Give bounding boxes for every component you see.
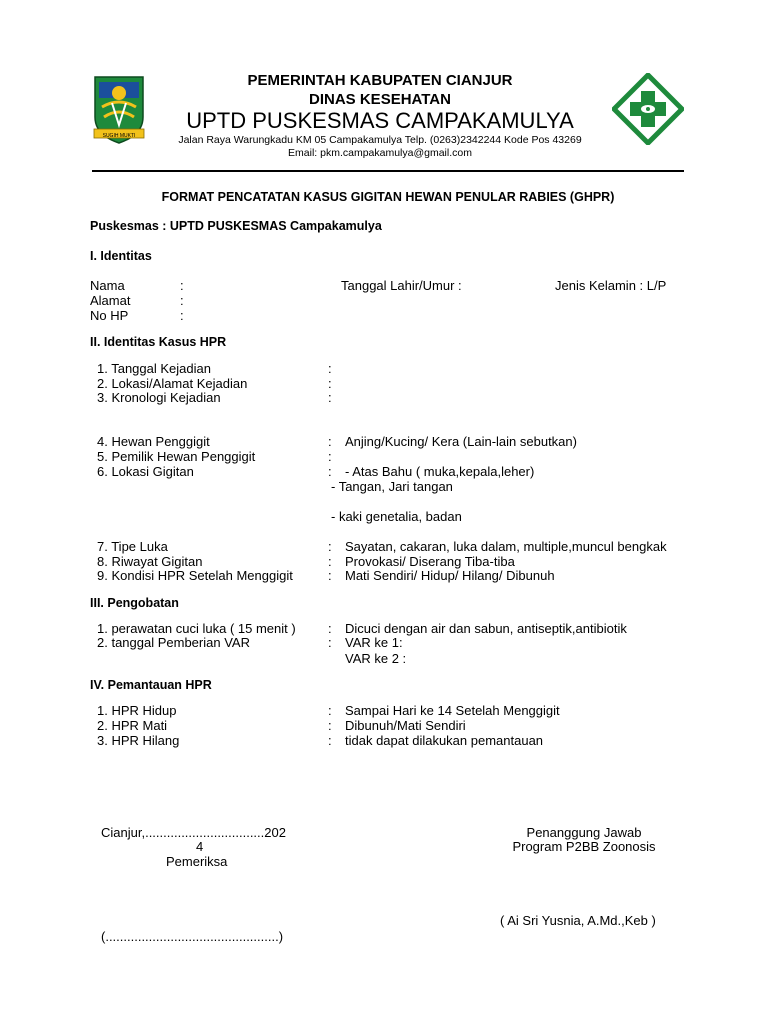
value-hpr-hilang: tidak dapat dilakukan pemantauan xyxy=(345,733,544,748)
signature-place-date: Cianjur,.................................202 xyxy=(101,825,286,840)
dept-heading: DINAS KESEHATAN xyxy=(309,91,451,108)
list-item: 2. tanggal Pemberian VAR xyxy=(97,635,250,650)
form-title: FORMAT PENCATATAN KASUS GIGITAN HEWAN PENULAR RABIES (GHPR) xyxy=(161,190,615,204)
value-kondisi: Mati Sendiri/ Hidup/ Hilang/ Dibunuh xyxy=(345,568,555,583)
field-colon: : xyxy=(180,308,184,323)
email-line: Email: pkm.campakamulya@gmail.com xyxy=(288,147,472,159)
list-item: 9. Kondisi HPR Setelah Menggigit xyxy=(97,568,293,583)
value-var-2: VAR ke 2 : xyxy=(345,651,407,666)
list-item: 3. HPR Hilang xyxy=(97,733,180,748)
value-var-1: VAR ke 1: xyxy=(345,635,403,650)
field-colon: : xyxy=(328,361,332,376)
list-item: 4. Hewan Penggigit xyxy=(97,434,210,449)
field-colon: : xyxy=(328,635,332,650)
value-hpr-hidup: Sampai Hari ke 14 Setelah Menggigit xyxy=(345,703,560,718)
section-identitas-heading: I. Identitas xyxy=(90,249,152,263)
institution-title: UPTD PUSKESMAS CAMPAKAMULYA xyxy=(186,108,574,133)
field-colon: : xyxy=(328,554,332,569)
list-item: 2. HPR Mati xyxy=(97,718,168,733)
value-riwayat: Provokasi/ Diserang Tiba-tiba xyxy=(345,554,515,569)
header-divider xyxy=(92,170,684,172)
signature-examiner-title: Pemeriksa xyxy=(166,854,228,869)
address-line: Jalan Raya Warungkadu KM 05 Campakamulya Telp. (0263)2342244 Kode Pos 43269 xyxy=(178,134,582,146)
field-label-jenis-kelamin: Jenis Kelamin : L/P xyxy=(555,278,667,293)
signature-responsible-title: Penanggung Jawab xyxy=(526,825,642,840)
value-lokasi-kaki: - kaki genetalia, badan xyxy=(331,509,462,524)
value-lokasi-tangan: - Tangan, Jari tangan xyxy=(331,479,453,494)
field-label-nama: Nama xyxy=(90,278,125,293)
field-label-alamat: Alamat xyxy=(90,293,131,308)
puskesmas-logo xyxy=(612,73,684,145)
field-colon: : xyxy=(328,539,332,554)
field-colon: : xyxy=(328,434,332,449)
list-item: 5. Pemilik Hewan Penggigit xyxy=(97,449,256,464)
signature-examiner-line: (................................................) xyxy=(101,929,284,944)
field-colon: : xyxy=(328,718,332,733)
field-label-tanggal-lahir: Tanggal Lahir/Umur : xyxy=(341,278,462,293)
logo-ribbon-text: SUGIH MUKTI xyxy=(102,133,136,139)
list-item: 1. perawatan cuci luka ( 15 menit ) xyxy=(97,621,296,636)
value-tipe-luka: Sayatan, cakaran, luka dalam, multiple,muncul bengkak xyxy=(345,539,667,554)
list-item: 7. Tipe Luka xyxy=(97,539,168,554)
list-item: 2. Lokasi/Alamat Kejadian xyxy=(97,376,248,391)
value-cuci-luka: Dicuci dengan air dan sabun, antiseptik,antibiotik xyxy=(345,621,627,636)
field-colon: : xyxy=(328,390,332,405)
signature-year-digit: 4 xyxy=(196,839,204,854)
field-colon: : xyxy=(328,621,332,636)
field-colon: : xyxy=(328,464,332,479)
value-hpr-mati: Dibunuh/Mati Sendiri xyxy=(345,718,466,733)
section-pemantauan-heading: IV. Pemantauan HPR xyxy=(90,678,212,692)
signature-responsible-program: Program P2BB Zoonosis xyxy=(512,839,656,854)
gov-heading: PEMERINTAH KABUPATEN CIANJUR xyxy=(247,72,513,89)
list-item: 6. Lokasi Gigitan xyxy=(97,464,194,479)
signature-responsible-name: ( Ai Sri Yusnia, A.Md.,Keb ) xyxy=(500,913,656,928)
field-colon: : xyxy=(180,278,184,293)
list-item: 1. HPR Hidup xyxy=(97,703,177,718)
field-colon: : xyxy=(328,376,332,391)
puskesmas-line: Puskesmas : UPTD PUSKESMAS Campakamulya xyxy=(90,219,382,233)
list-item: 1. Tanggal Kejadian xyxy=(97,361,211,376)
field-colon: : xyxy=(328,733,332,748)
section-kasus-heading: II. Identitas Kasus HPR xyxy=(90,335,227,349)
field-colon: : xyxy=(328,449,332,464)
field-colon: : xyxy=(180,293,184,308)
field-label-nohp: No HP xyxy=(90,308,129,323)
list-item: 8. Riwayat Gigitan xyxy=(97,554,203,569)
value-lokasi-atas-bahu: - Atas Bahu ( muka,kepala,leher) xyxy=(345,464,535,479)
value-hewan: Anjing/Kucing/ Kera (Lain-lain sebutkan) xyxy=(345,434,577,449)
section-pengobatan-heading: III. Pengobatan xyxy=(90,596,179,610)
field-colon: : xyxy=(328,703,332,718)
list-item: 3. Kronologi Kejadian xyxy=(97,390,221,405)
field-colon: : xyxy=(328,568,332,583)
